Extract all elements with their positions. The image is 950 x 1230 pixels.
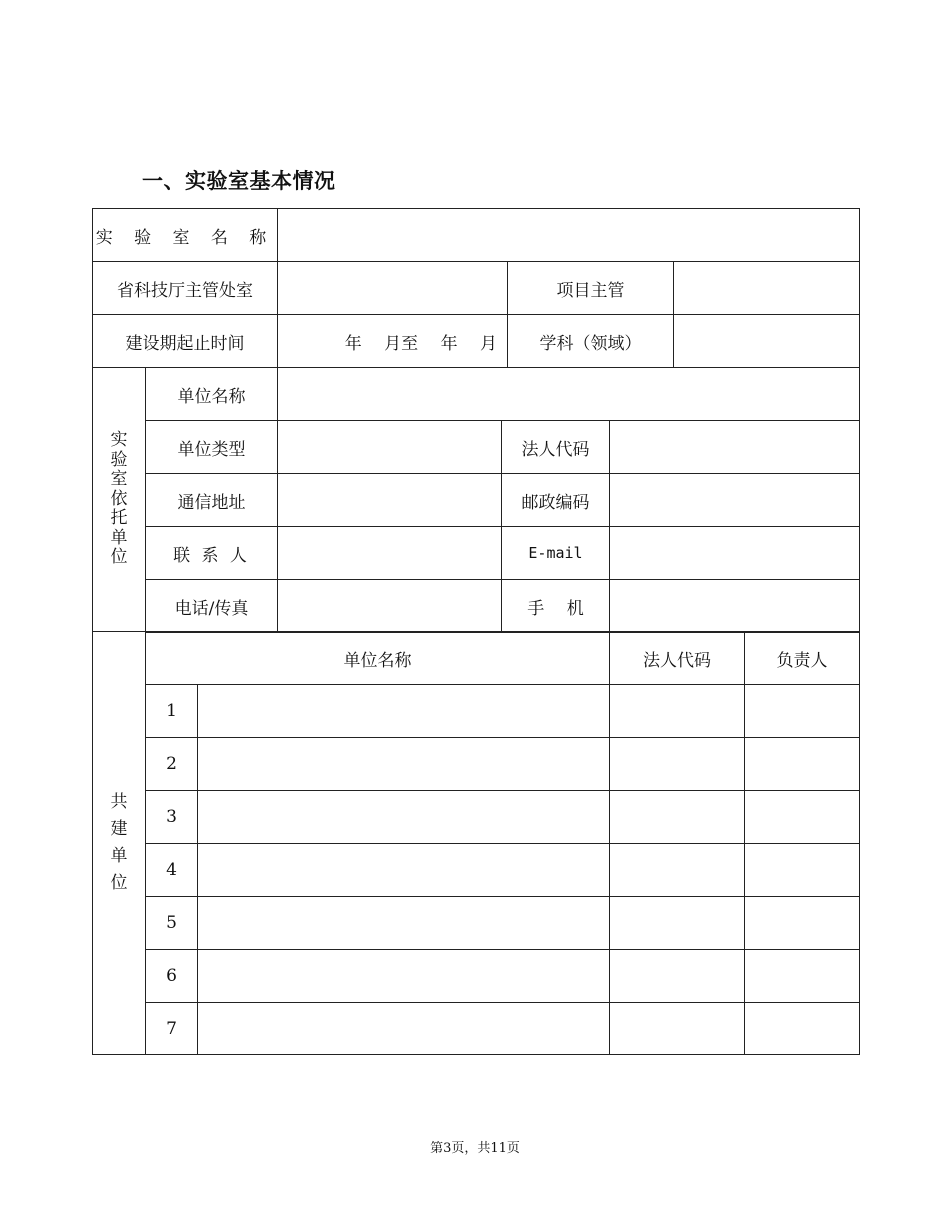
mobile-field[interactable] [609,579,860,633]
co-unit-legal-code-field[interactable] [609,737,745,791]
lab-name-label: 实 验 室 名 称 [92,208,278,262]
vertical-char: 共 [110,791,128,812]
vertical-char: 验 [110,449,128,470]
co-unit-row-number: 3 [145,790,198,844]
co-unit-leader-field[interactable] [744,684,860,738]
unit-name-label: 单位名称 [145,367,278,421]
vertical-char: 单 [110,527,128,548]
unit-name-field[interactable] [277,367,860,421]
co-unit-name-field[interactable] [197,843,610,897]
phone-label: 电话/传真 [145,579,278,633]
vertical-char: 托 [110,508,128,529]
page-footer: 第3页，共11页 [430,1141,520,1156]
co-unit-row-number: 2 [145,737,198,791]
postcode-label: 邮政编码 [501,473,610,527]
period-field[interactable]: 年 月至 年 月 [277,314,508,368]
co-units-group-label [92,631,146,1055]
legal-code-field[interactable] [609,420,860,474]
co-legal-code-header: 法人代码 [609,631,745,685]
postcode-field[interactable] [609,473,860,527]
mobile-label: 手 机 [501,579,610,633]
section-title: 一、实验室基本情况 [142,169,336,193]
co-unit-row-number: 6 [145,949,198,1003]
address-field[interactable] [277,473,502,527]
project-manager-field[interactable] [673,261,860,315]
host-unit-vertical-text [111,431,128,568]
co-leader-header: 负责人 [744,631,860,685]
host-unit-group-label [92,367,146,632]
co-unit-row-number: 5 [145,896,198,950]
co-unit-name-field[interactable] [197,790,610,844]
co-unit-name-field[interactable] [197,684,610,738]
legal-code-label: 法人代码 [501,420,610,474]
co-unit-legal-code-field[interactable] [609,1002,745,1055]
dept-field[interactable] [277,261,508,315]
co-unit-name-field[interactable] [197,896,610,950]
email-field[interactable] [609,526,860,580]
co-unit-leader-field[interactable] [744,737,860,791]
discipline-label: 学科（领域） [507,314,674,368]
unit-type-field[interactable] [277,420,502,474]
vertical-char: 室 [110,469,128,490]
co-unit-leader-field[interactable] [744,790,860,844]
period-label: 建设期起止时间 [92,314,278,368]
phone-field[interactable] [277,579,502,633]
co-unit-leader-field[interactable] [744,843,860,897]
co-unit-leader-field[interactable] [744,1002,860,1055]
co-unit-legal-code-field[interactable] [609,896,745,950]
co-unit-row-number: 1 [145,684,198,738]
co-unit-name-header: 单位名称 [145,631,610,685]
project-manager-label: 项目主管 [507,261,674,315]
co-unit-leader-field[interactable] [744,896,860,950]
discipline-field[interactable] [673,314,860,368]
co-unit-legal-code-field[interactable] [609,949,745,1003]
contact-field[interactable] [277,526,502,580]
co-unit-name-field[interactable] [197,737,610,791]
vertical-char: 位 [110,873,128,894]
co-unit-legal-code-field[interactable] [609,843,745,897]
dept-label: 省科技厅主管处室 [92,261,278,315]
email-label: E-mail [501,526,610,580]
co-unit-name-field[interactable] [197,949,610,1003]
co-unit-leader-field[interactable] [744,949,860,1003]
vertical-char: 位 [110,547,128,568]
unit-type-label: 单位类型 [145,420,278,474]
vertical-char: 依 [110,488,128,509]
contact-label: 联 系 人 [145,526,278,580]
address-label: 通信地址 [145,473,278,527]
lab-name-field[interactable] [277,208,860,262]
vertical-char: 实 [110,430,128,451]
co-unit-legal-code-field[interactable] [609,684,745,738]
vertical-char: 建 [110,818,128,839]
co-unit-row-number: 4 [145,843,198,897]
co-units-vertical-text [111,789,128,898]
vertical-char: 单 [110,846,128,866]
co-unit-legal-code-field[interactable] [609,790,745,844]
co-unit-row-number: 7 [145,1002,198,1055]
co-unit-name-field[interactable] [197,1002,610,1055]
